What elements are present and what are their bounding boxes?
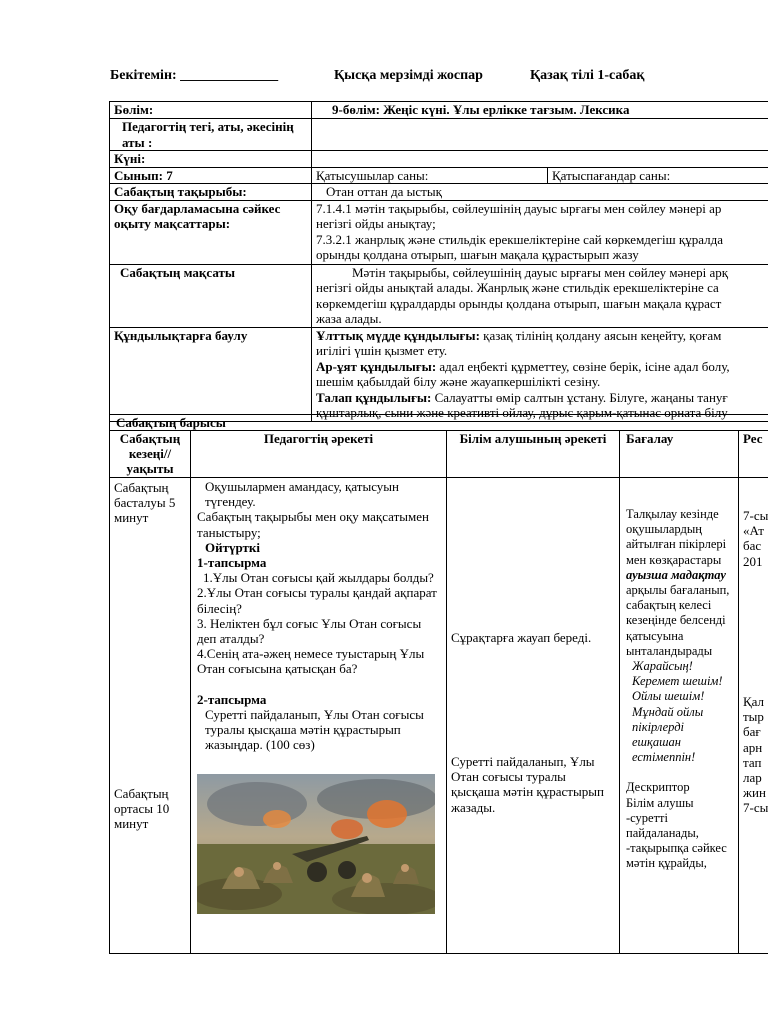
objective-1-line-2: негізгі ойды анықтау;	[316, 216, 436, 231]
value-3: Талап құндылығы: Салауатты өмір салтын ұстану. Білуге, жаңаны тануғ	[316, 389, 728, 405]
teacher-cell	[191, 478, 447, 954]
progress-title: Сабақтың барысы	[109, 414, 768, 430]
stage-start: Сабақтың басталуы 5 минут	[114, 480, 176, 526]
objectives-label: Оқу бағдарламасына сәйкес оқыту мақсаттары:	[110, 200, 312, 264]
subject-title: Қазақ тілі 1-сабақ	[530, 68, 645, 83]
student-write: Суретті пайдаланып, Ұлы Отан соғысы туралы қысқаша мәтін құрастырып жазады.	[451, 754, 604, 815]
student-cell	[447, 478, 620, 954]
descriptor-line-1: Білім алушы	[626, 795, 694, 810]
task2-title: 2-тапсырма	[197, 691, 267, 707]
class-label: Сынып: 7	[110, 167, 312, 184]
col-resource: Рес	[739, 431, 768, 478]
goal-line-3: көркемдегіш құралдарды орынды қолдана отырып, шағын мақала құраст	[316, 295, 722, 311]
objective-2-line-2: орынды қолдана отырып, шағын мақала құрастырып жазу	[316, 247, 639, 262]
task1-question-1: 1.Ұлы Отан соғысы қай жылдары болды?	[203, 570, 434, 586]
col-student: Білім алушының әрекеті	[447, 431, 620, 478]
value-1: Ұлттық мүдде құндылығы: қазақ тілінің қолдану аясын кеңейту, қоғам	[316, 327, 722, 343]
assess-praise: Жарайсың! Керемет шешім! Ойлы шешім! Мұндай ойлы пікірлерді ешқашан естімеппін!	[632, 659, 723, 765]
approval-line: Бекітемін: ______________	[110, 68, 279, 83]
lesson-progress-table	[109, 430, 768, 954]
col-assess: Бағалау	[620, 431, 739, 478]
task1-title: 1-тапсырма	[197, 555, 267, 571]
descriptor-line-3: -тақырыпқа сәйкес мәтін құрайды,	[626, 841, 727, 871]
values-label: Құндылықтарға баулу	[110, 327, 312, 421]
value-2: Ар-ұят құндылығы: адал еңбекті құрметтеу, сөзіне берік, ісіне адал болу,	[316, 358, 730, 374]
values-value	[312, 327, 768, 421]
resource-2: Қал тыр бағ арн тап лар жин 7-сы	[743, 694, 768, 816]
warmup-title: Ойтүрткі	[205, 539, 261, 555]
stage-cell	[110, 478, 191, 954]
stage-middle: Сабақтың ортасы 10 минут	[114, 786, 170, 832]
teacher-greet: Оқушылармен амандасу, қатысуын түгендеу.	[205, 479, 399, 510]
objective-2-line-1: 7.3.2.1 жанрлық және стильдік ерекшеліктеріне сай көркемдегіш құралда	[316, 231, 723, 247]
present-count-label: Қатысушылар саны:	[312, 167, 548, 184]
student-answer: Сұрақтарға жауап береді.	[451, 630, 592, 645]
value-1-cont: игілігі үшін қызмет ету.	[316, 343, 448, 358]
task1-question-4: 4.Сенің ата-әжең немесе туыстарың Ұлы Отан соғысына қатысқан ба?	[197, 646, 425, 677]
resource-cell	[739, 478, 768, 954]
teacher-value	[312, 119, 768, 151]
assess-text-1: Талқылау кезінде оқушылардың айтылған пікірлері мен көзқарастары	[626, 507, 727, 567]
value-2-cont: шешім қабылдай білу және жауапкершілікті сезіну.	[316, 374, 601, 389]
day-label: Күні:	[110, 151, 312, 168]
assess-cell	[620, 478, 739, 954]
objective-1-line-1: 7.1.4.1 мәтін тақырыбы, сөйлеушінің дауыс ырғағы мен сөйлеу мәнері ар	[316, 200, 722, 216]
objectives-value	[312, 200, 768, 264]
task2-text: Суретті пайдаланып, Ұлы Отан соғысы туралы қысқаша мәтін құрастырып жазыңдар. (100 сөз)	[205, 706, 424, 753]
assess-oral-praise: ауызша мадақтау	[626, 567, 726, 582]
goal-line-1: Мәтін тақырыбы, сөйлеушінің дауыс ырғағы мен сөйлеу мәнері арқ	[352, 264, 729, 280]
teacher-label: Педагогтің тегі, аты, әкесінің аты :	[110, 119, 312, 151]
assess-text-2: арқылы бағаланып, сабақтың келесі кезеңінде белсенді қатысуына ынталандырады	[626, 583, 730, 658]
topic-label: Сабақтың тақырыбы:	[110, 184, 312, 201]
section-label: Бөлім:	[110, 102, 312, 119]
section-value: 9-бөлім: Жеңіс күні. Ұлы ерлікке тағзым. Лексика	[312, 102, 768, 119]
goal-label: Сабақтың мақсаты	[110, 264, 312, 327]
task1-question-3: 3. Неліктен бұл соғыс Ұлы Отан соғысы деп аталды?	[197, 615, 422, 647]
descriptor-line-2: -суретті пайдаланады,	[626, 810, 699, 841]
value-3-cont: құштарлық, сыни және креативті ойлау, дұрыс қарым-қатынас орната білу	[316, 405, 728, 420]
goal-line-4: жаза алады.	[316, 311, 382, 326]
lesson-info-table	[109, 101, 768, 422]
plan-title: Қысқа мерзімді жоспар	[334, 68, 483, 83]
topic-value: Отан оттан да ыстық	[312, 184, 768, 201]
descriptor-title: Дескриптор	[626, 780, 690, 795]
teacher-intro: Сабақтың тақырыбы мен оқу мақсатымен таныстыру;	[197, 509, 429, 540]
absent-count-label: Қатыспағандар саны:	[548, 167, 768, 184]
goal-line-2: негізгі ойды анықтай алады. Жанрлық және стильдік ерекшеліктеріне са	[316, 280, 719, 295]
war-battle-image	[197, 774, 435, 914]
col-stage: Сабақтың кезеңі// уақыты	[110, 431, 191, 478]
resource-1: 7-сы «Ат бас 201	[743, 508, 768, 569]
task1-question-2: 2.Ұлы Отан соғысы туралы қандай ақпарат білесің?	[197, 585, 437, 616]
goal-value	[312, 264, 768, 327]
col-teacher: Педагогтің әрекеті	[191, 431, 447, 478]
day-value	[312, 151, 768, 168]
